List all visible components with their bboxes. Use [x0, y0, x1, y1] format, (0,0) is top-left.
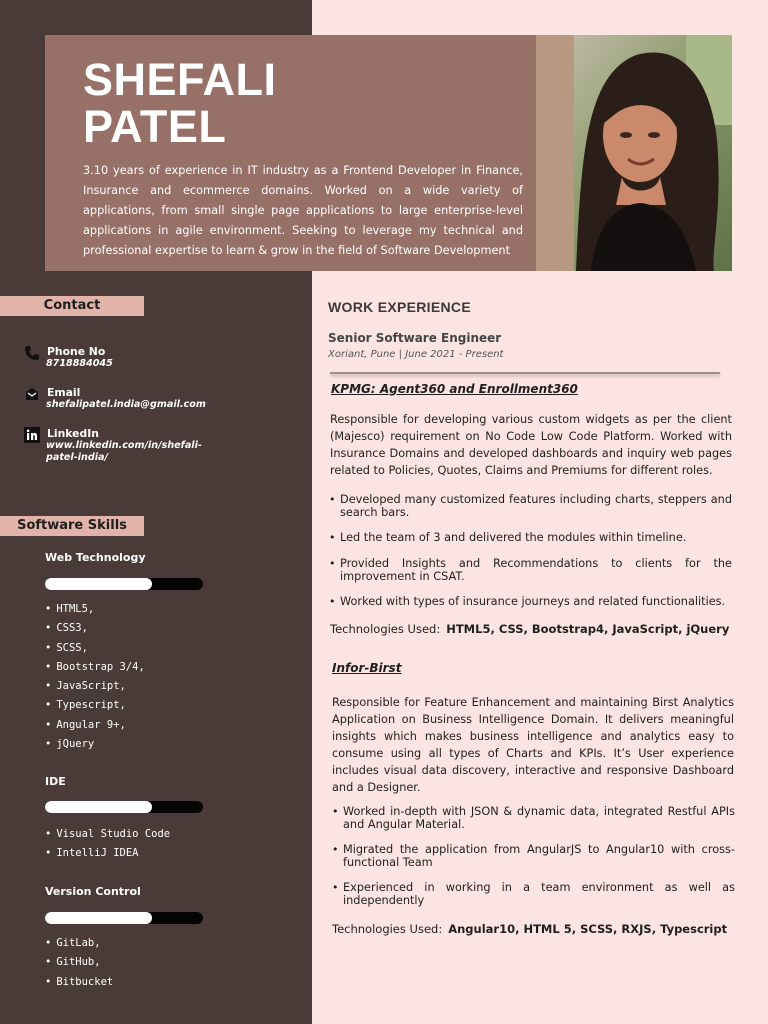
tech-label: Technologies Used: — [332, 922, 443, 936]
skill-item: • Bitbucket — [45, 973, 113, 992]
bullet-item: • Migrated the application from AngularJS to Angular10 with cross-functional Team — [332, 843, 735, 869]
phone-value: 8718884045 — [46, 358, 113, 369]
tech-value: Angular10, HTML 5, SCSS, RXJS, Typescript — [448, 922, 728, 936]
skill-item: • Bootstrap 3/4, — [45, 658, 145, 677]
job-meta: Xoriant, Pune | June 2021 - Present — [328, 349, 504, 360]
bullet-item: • Provided Insights and Recommendations to clients for the improvement in CSAT. — [329, 557, 732, 583]
job-title: Senior Software Engineer — [328, 331, 502, 345]
skill-item: • GitHub, — [45, 953, 113, 972]
skill-bar-vcs — [45, 912, 203, 924]
bullet-item: • Experienced in working in a team environment as well as independently — [332, 881, 735, 907]
project-title-kpmg: KPMG: Agent360 and Enrollment360 — [331, 382, 578, 396]
skill-item: • jQuery — [45, 735, 145, 754]
email-value[interactable]: shefalipatel.india@gmail.com — [46, 399, 206, 410]
phone-label: Phone No — [47, 345, 106, 358]
linkedin-value-line1: www.linkedin.com/in/shefali- — [46, 440, 202, 451]
linkedin-value[interactable] — [46, 440, 202, 464]
skill-category-ide: IDE — [45, 775, 66, 788]
bullet-item: • Led the team of 3 and delivered the modules within timeline. — [329, 531, 732, 544]
skill-list-web — [45, 600, 145, 754]
profile-photo — [536, 35, 732, 271]
skills-heading: Software Skills — [0, 516, 144, 536]
skill-item: • JavaScript, — [45, 677, 145, 696]
linkedin-icon — [24, 427, 40, 443]
email-label: Email — [47, 386, 81, 399]
skill-item: • HTML5, — [45, 600, 145, 619]
skill-item: • CSS3, — [45, 619, 145, 638]
skill-item: • Typescript, — [45, 696, 145, 715]
first-name: SHEFALI — [83, 54, 277, 105]
tech-used-birst — [332, 922, 727, 936]
skill-bar-vcs-fill — [45, 912, 152, 924]
divider — [330, 372, 720, 374]
skill-category-web: Web Technology — [45, 551, 146, 564]
skill-bar-ide — [45, 801, 203, 813]
skill-item: • IntelliJ IDEA — [45, 844, 170, 863]
skill-list-vcs — [45, 934, 113, 992]
profile-summary: 3.10 years of experience in IT industry as a Frontend Developer in Finance, Insurance and ecommerce domains. Worked on a wide variety of applications, from small single page applications to large enterprise-level applications in agile environment. Seeking to leverage my technical and professional expertise to learn & grow in the field of Software Development — [83, 164, 523, 257]
project-desc-kpmg: Responsible for developing various custom widgets as per the client (Majesco) requirement on No Code Low Code Platform. Worked with Insurance Domains and developed dashboards and inquiry web pages related to Policies, Quotes, Claims and Premiums for different roles. — [330, 413, 732, 477]
email-icon — [24, 386, 40, 402]
skill-category-vcs: Version Control — [45, 885, 141, 898]
project-title-birst: Infor-Birst — [332, 661, 402, 675]
skill-item: • GitLab, — [45, 934, 113, 953]
phone-icon — [24, 345, 40, 361]
skill-item: • Visual Studio Code — [45, 825, 170, 844]
skill-item: • SCSS, — [45, 639, 145, 658]
tech-value: HTML5, CSS, Bootstrap4, JavaScript, jQuery — [446, 622, 730, 636]
tech-used-kpmg — [330, 622, 729, 636]
skill-list-ide — [45, 825, 170, 864]
contact-heading: Contact — [0, 296, 144, 316]
skill-bar-web — [45, 578, 203, 590]
skill-bar-ide-fill — [45, 801, 152, 813]
skill-item: • Angular 9+, — [45, 716, 145, 735]
last-name: PATEL — [83, 101, 227, 152]
linkedin-label: LinkedIn — [47, 427, 99, 440]
skill-bar-web-fill — [45, 578, 152, 590]
tech-label: Technologies Used: — [330, 622, 441, 636]
header-banner — [45, 35, 536, 271]
linkedin-value-line2: patel-india/ — [46, 452, 108, 463]
bullet-item: • Worked in-depth with JSON & dynamic data, integrated Restful APIs and Angular Material. — [332, 805, 735, 831]
project-desc-birst: Responsible for Feature Enhancement and maintaining Birst Analytics Application on Business Intelligence Domain. It delivers meaningful insights which makes business intelligence and analytics easy to consume using all types of Charts and KPIs. It’s User experience includes visual data discovery, interactive and responsive Dashboard and a Designer. — [332, 696, 734, 794]
work-heading: WORK EXPERIENCE — [328, 299, 471, 315]
bullet-item: • Developed many customized features including charts, steppers and search bars. — [329, 493, 732, 519]
bullet-item: • Worked with types of insurance journeys and related functionalities. — [329, 595, 732, 608]
